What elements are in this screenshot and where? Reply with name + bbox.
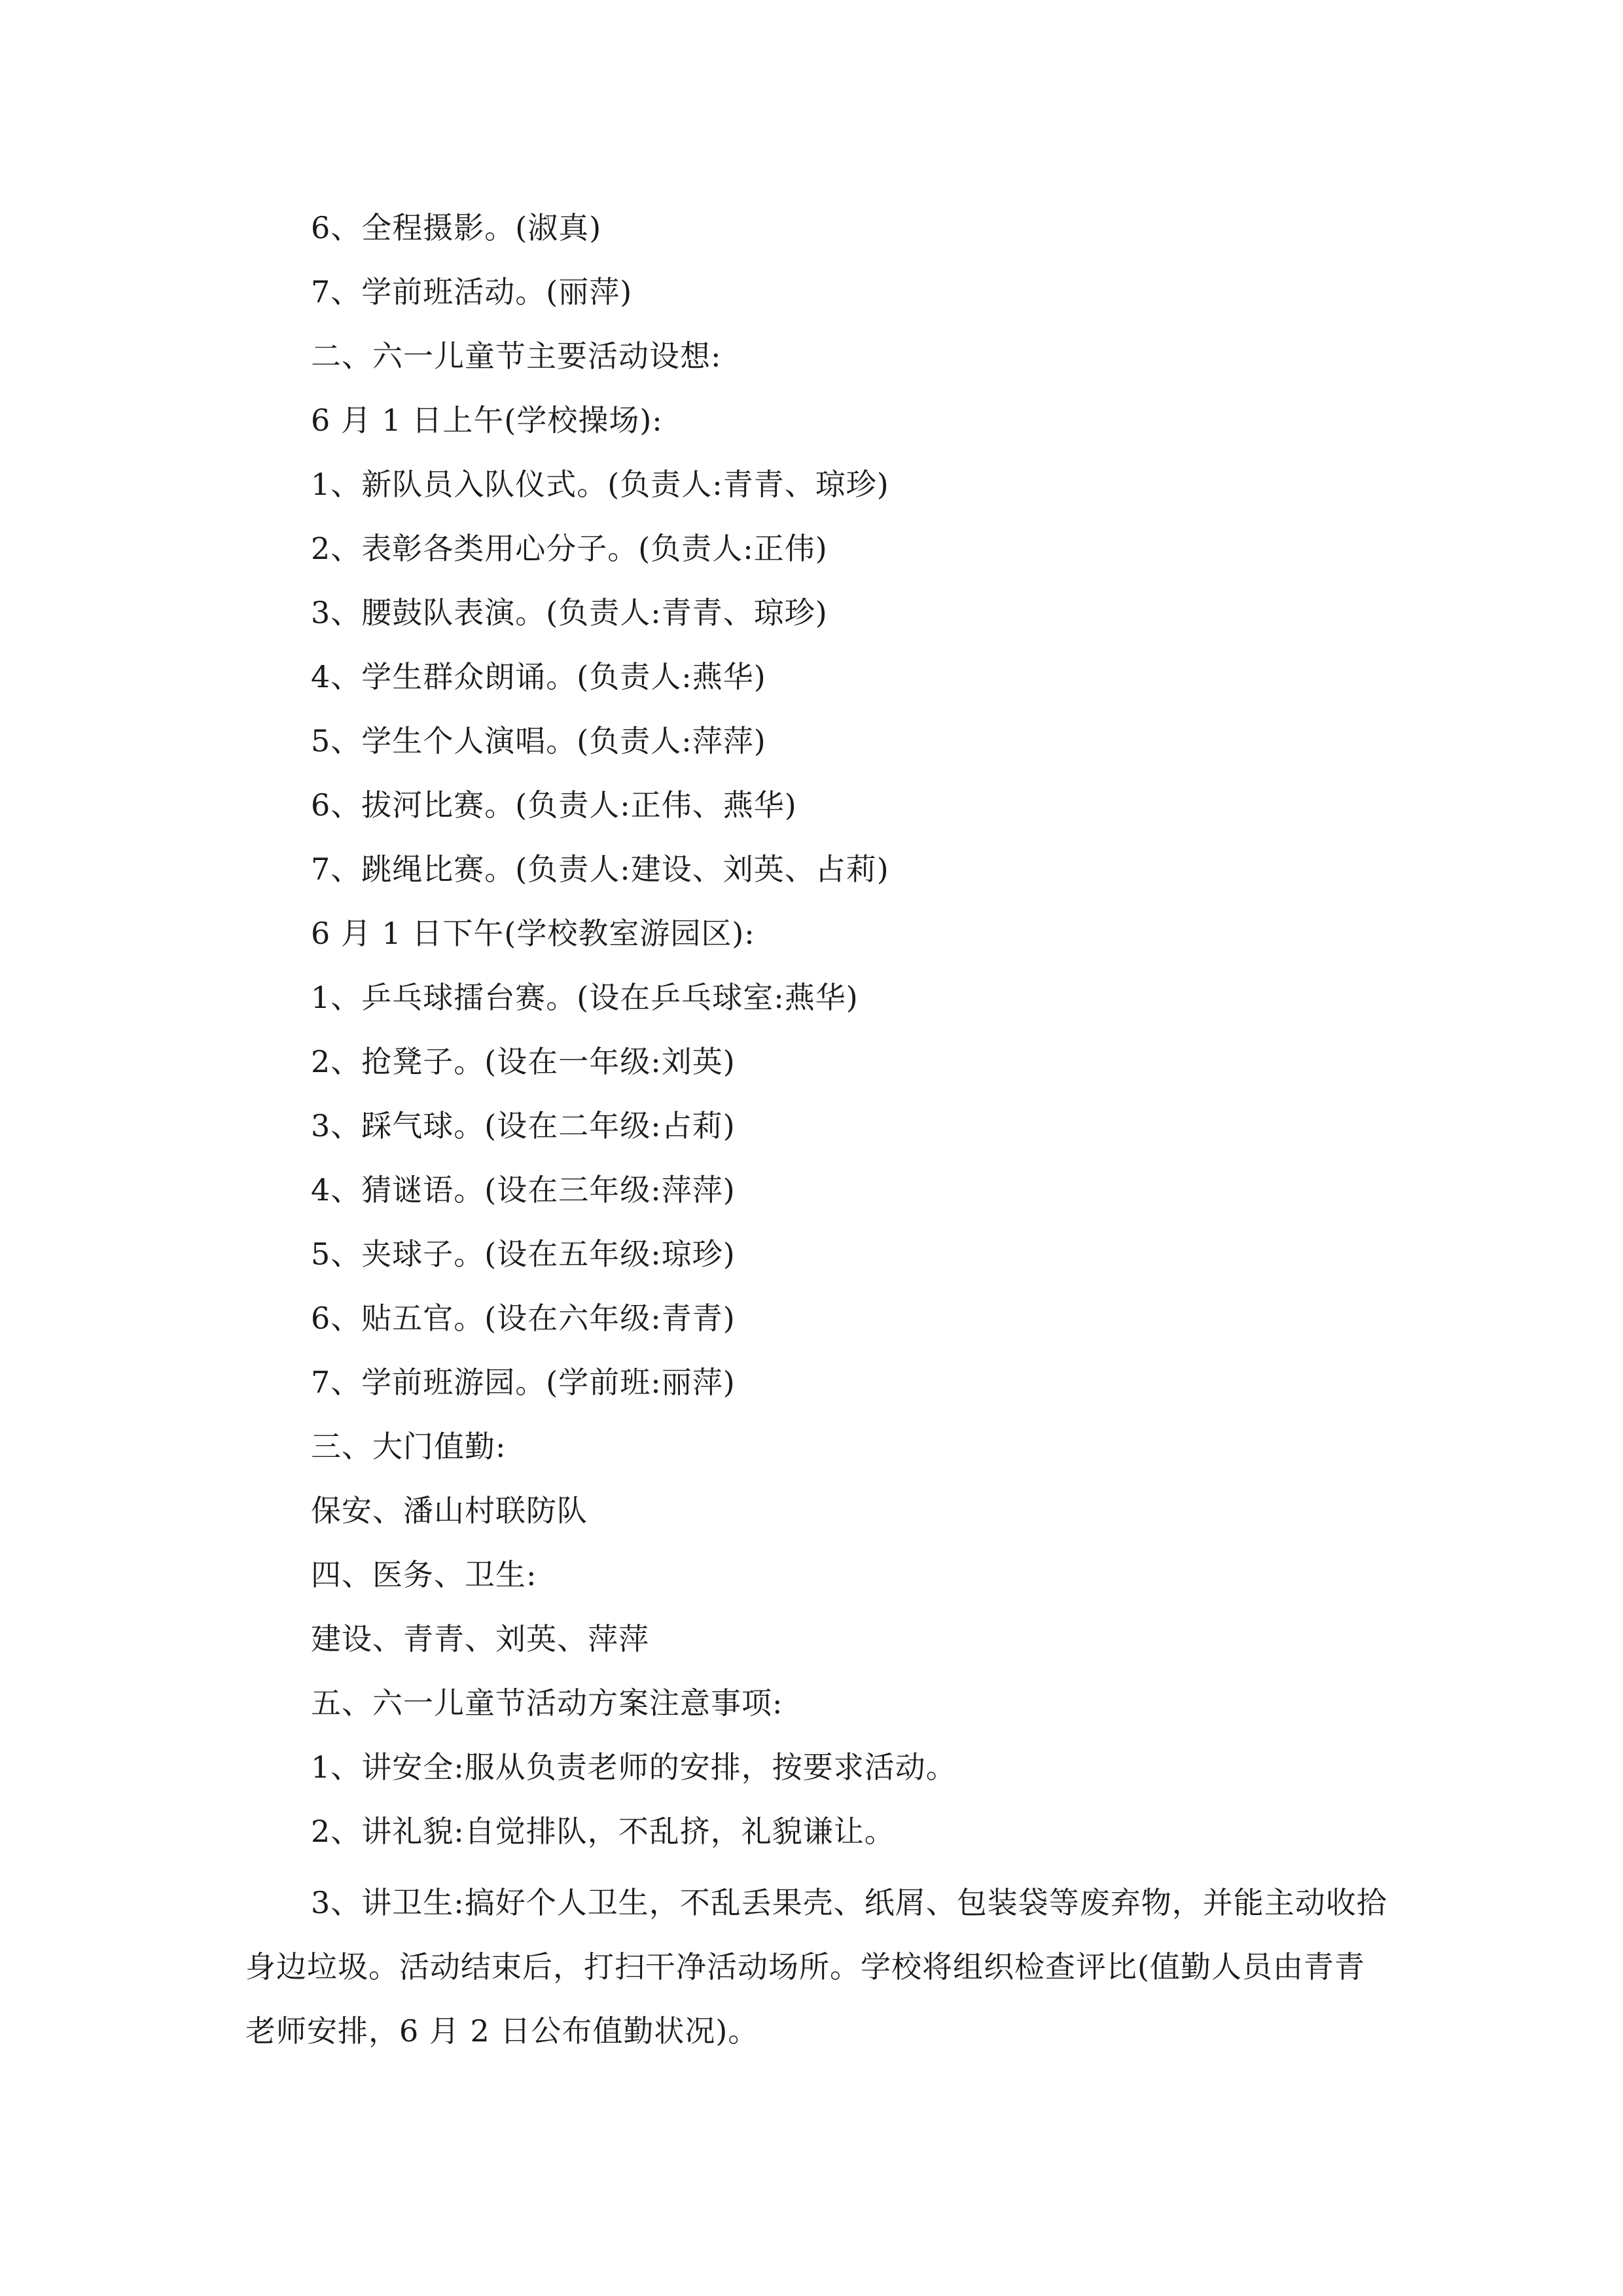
- text-line: 7、学前班游园。(学前班:丽萍): [311, 1365, 736, 1400]
- text-line: 1、新队员入队仪式。(负责人:青青、琼珍): [311, 467, 889, 502]
- text-line: 1、讲安全:服从负责老师的安排，按要求活动。: [311, 1749, 957, 1785]
- text-line: 3、踩气球。(设在二年级:占莉): [311, 1108, 736, 1143]
- text-line: 2、表彰各类用心分子。(负责人:正伟): [311, 531, 828, 566]
- text-line: 5、夹球子。(设在五年级:琼珍): [311, 1236, 736, 1272]
- text-line: 3、腰鼓队表演。(负责人:青青、琼珍): [311, 595, 828, 630]
- final-paragraph: 3、讲卫生:搞好个人卫生，不乱丢果壳、纸屑、包装袋等废弃物，并能主动收拾身边垃圾。活动结束后，打扫干净活动场所。学校将组织检查评比(值勤人员由青青老师安排，6 月 2 日公布值勤状况)。: [245, 1885, 1387, 2049]
- text-line: 6、全程摄影。(淑真): [311, 210, 602, 245]
- text-line: 1、乒乓球擂台赛。(设在乒乓球室:燕华): [311, 980, 859, 1015]
- section-heading: 三、大门值勤:: [311, 1429, 507, 1464]
- text-line: 2、抢凳子。(设在一年级:刘英): [311, 1044, 736, 1079]
- text-line: 保安、潘山村联防队: [311, 1493, 588, 1528]
- subheading: 6 月 1 日下午(学校教室游园区):: [311, 916, 755, 951]
- section-heading: 四、医务、卫生:: [311, 1557, 537, 1592]
- text-line: 7、跳绳比赛。(负责人:建设、刘英、占莉): [311, 852, 889, 887]
- text-line: 建设、青青、刘英、萍萍: [311, 1621, 649, 1657]
- text-line: 6、贴五官。(设在六年级:青青): [311, 1300, 736, 1336]
- text-line: 6、拔河比赛。(负责人:正伟、燕华): [311, 787, 797, 823]
- text-line: 2、讲礼貌:自觉排队，不乱挤，礼貌谦让。: [311, 1814, 895, 1849]
- text-line: 7、学前班活动。(丽萍): [311, 274, 633, 310]
- text-line: 4、学生群众朗诵。(负责人:燕华): [311, 659, 766, 694]
- section-heading: 二、六一儿童节主要活动设想:: [311, 338, 722, 374]
- subheading: 6 月 1 日上午(学校操场):: [311, 403, 663, 438]
- section-heading: 五、六一儿童节活动方案注意事项:: [311, 1685, 783, 1721]
- text-line: 4、猜谜语。(设在三年级:萍萍): [311, 1172, 736, 1208]
- text-line: 5、学生个人演唱。(负责人:萍萍): [311, 723, 766, 759]
